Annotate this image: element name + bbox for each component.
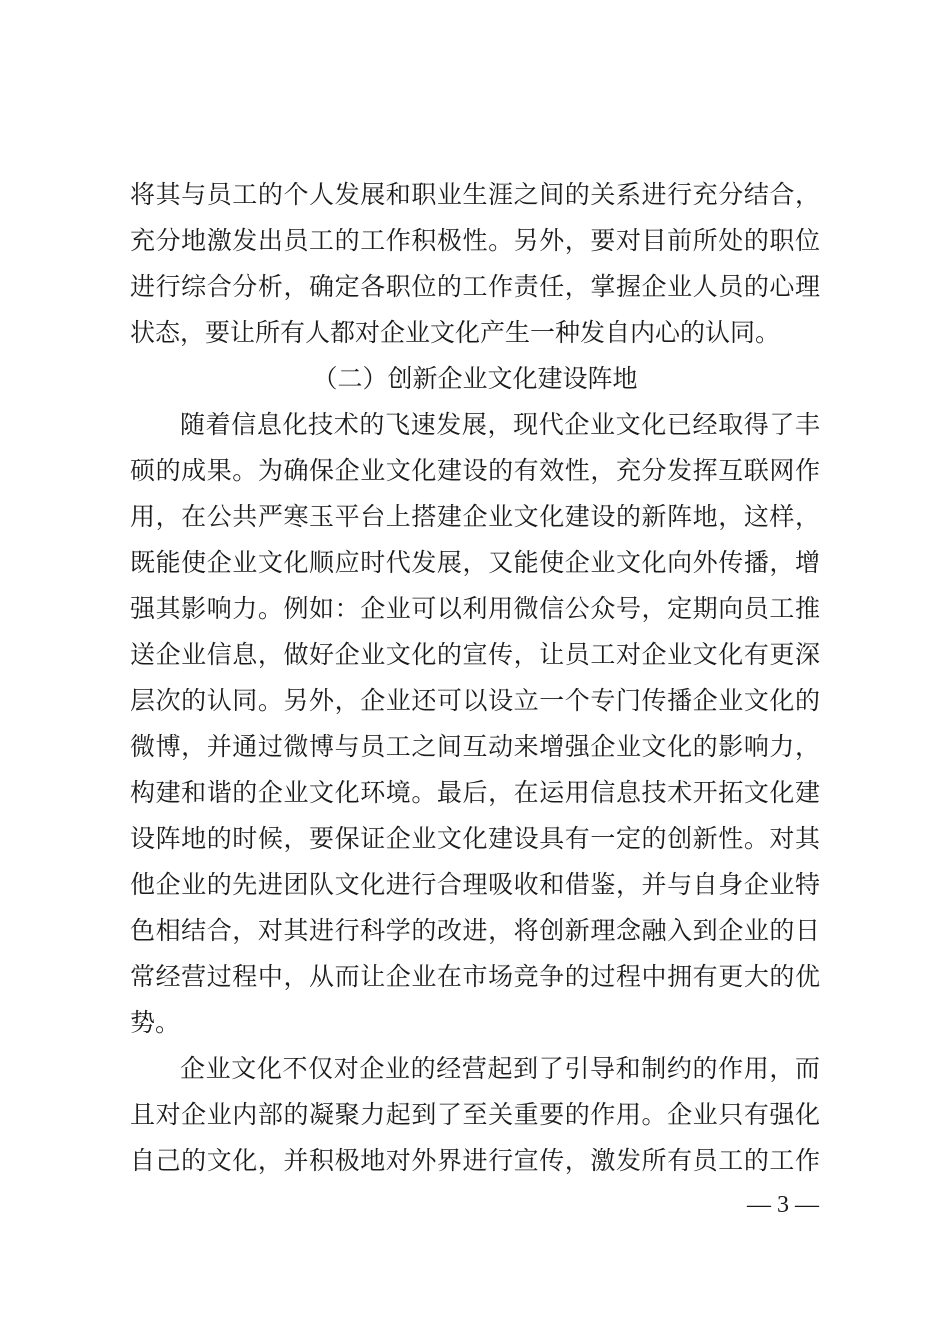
paragraph-line: 进行综合分析，确定各职位的工作责任，掌握企业人员的心理 <box>130 272 820 301</box>
paragraph-line: 自己的文化，并积极地对外界进行宣传，激发所有员工的工作 <box>130 1146 820 1175</box>
paragraph-line: 设阵地的时候，要保证企业文化建设具有一定的创新性。对其 <box>130 824 820 853</box>
paragraph-line: 既能使企业文化顺应时代发展，又能使企业文化向外传播，增 <box>130 548 820 577</box>
paragraph-line: 将其与员工的个人发展和职业生涯之间的关系进行充分结合， <box>130 180 820 209</box>
paragraph-line: 随着信息化技术的飞速发展，现代企业文化已经取得了丰 <box>180 410 820 439</box>
paragraph-line: 状态，要让所有人都对企业文化产生一种发自内心的认同。 <box>130 318 781 347</box>
paragraph-line: 用，在公共严寒玉平台上搭建企业文化建设的新阵地，这样， <box>130 502 820 531</box>
section-heading: （二）创新企业文化建设阵地 <box>312 364 638 393</box>
page-number: — 3 — <box>747 1192 819 1218</box>
paragraph-line: 势。 <box>130 1008 181 1037</box>
paragraph-line: 常经营过程中，从而让企业在市场竞争的过程中拥有更大的优 <box>130 962 820 991</box>
paragraph-line: 他企业的先进团队文化进行合理吸收和借鉴，并与自身企业特 <box>130 870 820 899</box>
paragraph-line: 硕的成果。为确保企业文化建设的有效性，充分发挥互联网作 <box>130 456 820 485</box>
body-text <box>130 172 820 1184</box>
paragraph-line: 构建和谐的企业文化环境。最后，在运用信息技术开拓文化建 <box>130 778 820 807</box>
paragraph-line: 企业文化不仅对企业的经营起到了引导和制约的作用，而 <box>180 1054 820 1083</box>
paragraph-line: 且对企业内部的凝聚力起到了至关重要的作用。企业只有强化 <box>130 1100 820 1129</box>
paragraph-line: 层次的认同。另外，企业还可以设立一个专门传播企业文化的 <box>130 686 820 715</box>
paragraph-line: 微博，并通过微博与员工之间互动来增强企业文化的影响力， <box>130 732 820 761</box>
paragraph-line: 色相结合，对其进行科学的改进，将创新理念融入到企业的日 <box>130 916 820 945</box>
paragraph-line: 送企业信息，做好企业文化的宣传，让员工对企业文化有更深 <box>130 640 820 669</box>
paragraph-line: 充分地激发出员工的工作积极性。另外，要对目前所处的职位 <box>130 226 820 255</box>
paragraph-line: 强其影响力。例如：企业可以利用微信公众号，定期向员工推 <box>130 594 820 623</box>
